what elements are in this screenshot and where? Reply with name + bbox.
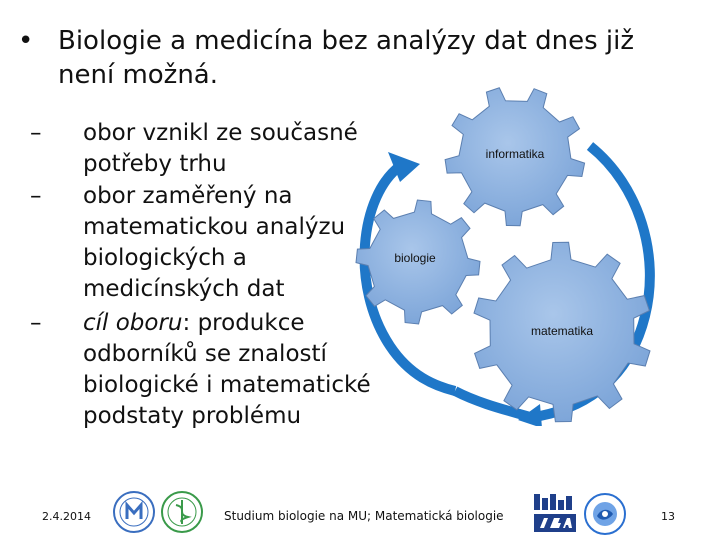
iba-logo-icon [532, 492, 580, 534]
masaryk-university-seal-icon [112, 490, 156, 534]
sub-bullet-text: obor zaměřený na matematickou analýzu biologických a medicínských dat [83, 183, 346, 302]
main-bullet-text: Biologie a medicína bez analýzy dat dnes již není možná. [58, 26, 634, 90]
gears-diagram [340, 86, 660, 426]
footer-date: 2.4.2014 [42, 510, 91, 523]
dash-symbol: – [30, 183, 42, 209]
medicine-faculty-seal-icon [160, 490, 204, 534]
gear-label-matematika: matematika [530, 324, 594, 338]
gear-label-informatika: informatika [485, 147, 545, 161]
bullet-symbol: • [18, 26, 34, 56]
dash-symbol: – [30, 310, 42, 336]
gear-label-biologie: biologie [394, 251, 436, 265]
sub-bullet-text: obor vznikl ze současné potřeby trhu [83, 120, 358, 177]
goal-text: : produkce odborníků se znalostí biologické i matematické podstaty problému [83, 310, 371, 429]
footer-center-text: Studium biologie na MU; Matematická biologie [224, 509, 504, 523]
page-number: 13 [661, 510, 675, 523]
dash-symbol: – [30, 120, 42, 146]
goal-label: cíl oboru [83, 310, 183, 336]
recetox-circle-logo-icon [583, 492, 627, 536]
